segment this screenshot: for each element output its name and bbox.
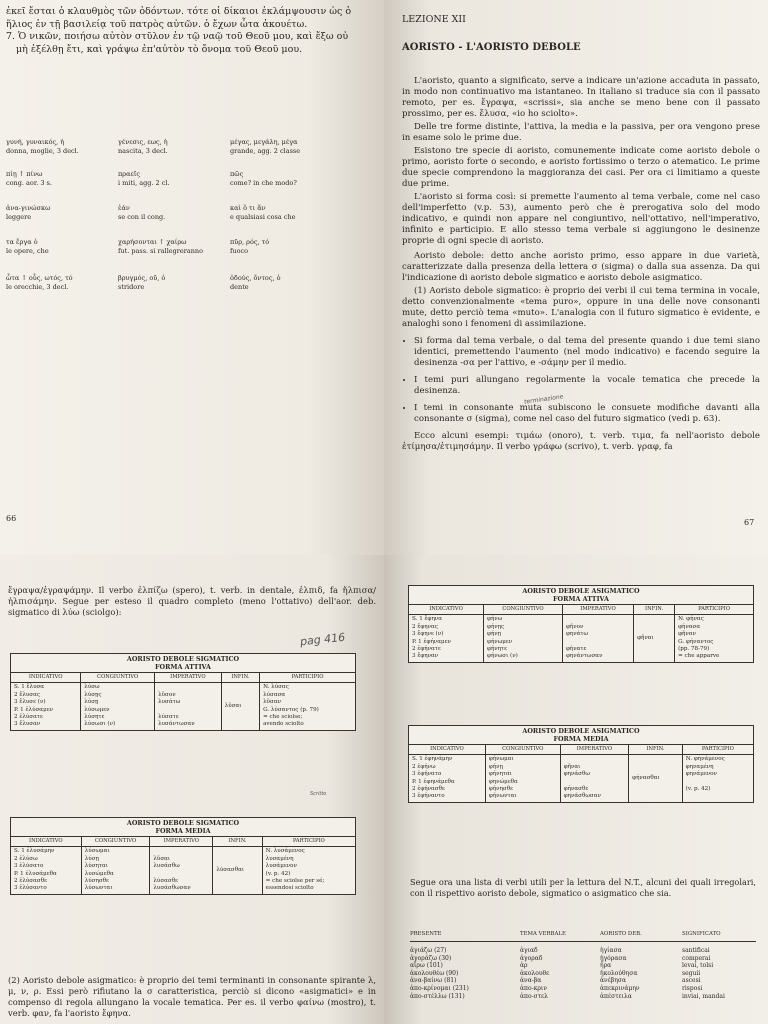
form: 3 ἐφήναντο — [412, 793, 445, 800]
present: ἀκολουθέω (90) — [410, 969, 459, 977]
vocab-item — [118, 238, 228, 255]
infinitive-cell — [634, 615, 675, 662]
bullet-item: • Si forma dal tema verbale, o dal tema del presente quando i due temi siano identici, premettendo l'aumento (nel modo indicativo) e facendo seguire la desinenza -σα per l'attivo, e -σάμην per il medio. — [414, 336, 760, 369]
column-header: PARTICIPIO — [675, 605, 754, 615]
aorist: ἦρα — [600, 962, 612, 970]
column-header: CONGIUNTIVO — [484, 605, 563, 615]
column-header: INDICATIVO — [409, 605, 484, 615]
bullet-item: • I temi in consonante muta subiscono le consuete modifiche davanti alla consonante σ (sigma), come nel caso del futuro sigmatico (vedi p. 63). — [414, 403, 760, 425]
form: 2 ἐφήνατε — [412, 646, 441, 653]
form: φήνηται — [488, 771, 512, 778]
column-header: PARTICIPIO — [262, 837, 355, 847]
form: P. 1 ἐφήναμεν — [412, 638, 451, 645]
form: λῦσαι — [153, 855, 171, 862]
vocab-meaning: i miti, agg. 2 cl. — [118, 178, 170, 187]
participle-cell — [260, 683, 356, 730]
form: λύσατε — [158, 714, 179, 721]
form: essendosi sciolto — [265, 885, 314, 892]
vocab-item — [118, 138, 228, 155]
form: 3 ἔφηναν — [412, 653, 439, 660]
column-header: IMPERATIVO — [155, 673, 222, 683]
column-header: INDICATIVO — [11, 673, 81, 683]
form — [566, 639, 630, 646]
page-66 — [0, 0, 384, 555]
column-header: IMPERATIVO — [150, 837, 213, 847]
form: φήνησθε — [488, 786, 514, 793]
vocab-item — [6, 238, 116, 255]
form — [686, 779, 750, 786]
form: λυσώμεθα — [84, 870, 114, 877]
form: 3 ἔλυσε (ν) — [14, 699, 46, 706]
column-header: PARTICIPIO — [682, 745, 753, 755]
table-caption — [409, 586, 754, 605]
lesson-body — [402, 76, 760, 455]
vocab-greek: χαρήσονται ↑ χαίρω — [118, 238, 187, 246]
vocab-meaning: se con il cong. — [118, 212, 166, 221]
column-header: INFIN. — [221, 673, 259, 683]
vocab-greek: τα ἔργα ὁ — [6, 238, 38, 246]
list-header: AORISTO DEB. — [600, 931, 642, 937]
table-aorist-asigmatic-middle — [408, 725, 754, 803]
form: φηνάσθω — [563, 771, 590, 778]
form: λύσασθε — [153, 878, 179, 885]
form: (v. p. 42) — [685, 786, 711, 793]
vocab-greek: καὶ ὃ τι ἄν — [230, 204, 266, 212]
indicative-cell — [11, 847, 82, 894]
form — [564, 779, 625, 786]
form: 3 ἐλύσατο — [14, 863, 44, 870]
form: = che sciolse per sé; — [265, 878, 325, 885]
form: λύσησθε — [84, 878, 109, 885]
vocab-greek: μέγας, μεγάλη, μέγα — [230, 138, 298, 146]
paragraph: Esistono tre specie di aoristo, comunemente indicate come aoristo debole o primo, aoristo forte o secondo, e aoristo fortissimo o terzo o atematico. Le prime due specie comprendono la maggioranza dei casi. Per ora ci limitiamo a queste due prime. — [402, 146, 760, 189]
vocab-item — [6, 204, 116, 221]
subjunctive-cell — [484, 615, 563, 662]
table-aorist-sigmatic-middle — [10, 817, 356, 895]
form: N. λύσας — [263, 684, 289, 691]
subjunctive-cell — [485, 755, 560, 802]
form: λύσωνται — [84, 885, 113, 892]
meaning: levai, tolsi — [682, 962, 714, 970]
form: λυσάντωσαν — [158, 721, 195, 728]
vocab-meaning: nascita, 3 decl. — [118, 146, 168, 155]
vocab-meaning: grande, agg. 2 classe — [230, 146, 301, 155]
vocab-meaning: leggere — [6, 212, 32, 221]
present: ἀγοράζω (30) — [410, 954, 452, 962]
form: φήνωμαι — [488, 756, 514, 763]
vocab-greek: βρυγμός, οῦ, ὁ — [118, 274, 166, 282]
present: ἀπο-κρίνομαι (231) — [410, 984, 469, 992]
vocab-item — [118, 170, 228, 187]
form: λύσω — [84, 684, 100, 691]
form: λύσητε — [84, 714, 105, 721]
vocab-meaning: stridore — [118, 282, 145, 291]
column-header: INFIN. — [634, 605, 675, 615]
form: = che sciolse; — [263, 714, 303, 721]
form: φήνωμεν — [487, 638, 513, 645]
form: λύσῃς — [84, 691, 102, 698]
infinitive-cell — [629, 755, 683, 802]
form: S. 1 ἐλυσάμην — [14, 848, 55, 855]
present: ἀγιάζω (27) — [410, 947, 447, 954]
column-header: CONGIUNTIVO — [81, 837, 150, 847]
form: λύσωμαι — [84, 848, 110, 855]
vocab-greek: ἀνα-γινώσκω — [6, 204, 51, 212]
aorist: ἠγόρασα — [600, 954, 627, 962]
form — [566, 616, 630, 623]
form: φήνωνται — [488, 793, 517, 800]
vocab-meaning: le orecchie, 3 decl. — [6, 282, 69, 291]
list-item — [410, 962, 756, 970]
page-number: 66 — [6, 514, 17, 523]
meaning: inviai, mandai — [682, 992, 725, 1000]
list-header: SIGNIFICATO — [682, 931, 721, 937]
form: 3 ἐλύσαντο — [14, 885, 47, 892]
imperative-cell — [560, 755, 628, 802]
paragraph: L'aoristo, quanto a significato, serve a indicare un'azione accaduta in passato, in modo non continuativo ma istantaneo. In italiano si traduce sia con il passato remoto, per es. ἔγραψα, «scrissi», sia anche se meno bene con il passato prossimo, per es. ἔλυσα, «io ho sciolto». — [402, 76, 760, 119]
form: φήνατε — [565, 646, 587, 653]
greek-line: ἐκεῖ ἔσται ὁ κλαυθμὸς τῶν ὀδόντων. τότε οἱ δίκαιοι ἐκλάμψουσιν ὡς ὁ — [6, 6, 352, 17]
form — [158, 684, 218, 691]
vocab-greek: ὦτα ↑ οὖς, ωτός, τό — [6, 274, 73, 282]
form: 2 ἐλύσασθε — [14, 878, 47, 885]
participle-cell — [262, 847, 355, 894]
vocab-item — [230, 204, 340, 221]
aorist: ἀνέβησα — [600, 977, 627, 985]
form: 2 ἔφηνας — [412, 623, 438, 630]
present: ἀπο-στέλλω (131) — [410, 992, 465, 1000]
subjunctive-cell — [81, 683, 155, 730]
infinitive-cell — [213, 847, 262, 894]
infinitive-cell — [221, 683, 259, 730]
greek-line: ἥλιος ἐν τῇ βασιλείᾳ τοῦ πατρὸς αὐτῶν. ὁ ἔχων ὦτα ἀκουέτω. — [6, 18, 308, 30]
list-item — [410, 977, 756, 985]
subjunctive-cell — [81, 847, 150, 894]
form: φῆναν — [678, 631, 696, 638]
column-header: PARTICIPIO — [260, 673, 356, 683]
form: φήνασθε — [563, 786, 589, 793]
form: = che apparve — [678, 653, 720, 660]
lesson-label: LEZIONE XII — [402, 14, 466, 25]
vocab-item — [118, 274, 228, 291]
verbal-stem: ἀρ — [520, 962, 528, 970]
intro-text: ἔγραψα/ἐγραψάμην. Il verbo ἐλπίζω (spero), t. verb. in dentale, ἐλπιδ, fa ἤλπισα/ἠλπισάμην. Segue per esteso il quadro completo (meno l'ottativo) dell'aor. deb. sigmatico di λύω (sciolgo): — [8, 585, 376, 617]
form: λύσωσι (ν) — [84, 721, 116, 728]
column-header: INFIN. — [213, 837, 262, 847]
aorist: ἡγίασα — [600, 947, 622, 954]
table-subtitle: FORMA ATTIVA — [155, 663, 211, 671]
form: φήνω — [487, 616, 503, 623]
list-item — [410, 985, 756, 993]
form: (v. p. 42) — [265, 870, 291, 877]
indicative-cell — [11, 683, 81, 730]
handwritten-annotation: terminazione — [523, 393, 564, 406]
vocab-meaning: e qualsiasi cosa che — [230, 212, 296, 221]
meaning: seguii — [682, 969, 701, 977]
imperative-cell — [155, 683, 222, 730]
paragraph: Delle tre forme distinte, l'attiva, la media e la passiva, per ora vengono prese in esame solo le prime due. — [402, 122, 760, 143]
column-header: INFIN. — [629, 745, 683, 755]
list-header-row — [410, 929, 756, 942]
form: P. 1 ἐλύσαμεν — [14, 706, 53, 713]
vocab-meaning: fut. pass. si rallegreranno — [118, 246, 204, 255]
verbal-stem: ἀκολουθε — [520, 969, 550, 977]
present: ἀνα-βαίνω (81) — [410, 977, 457, 985]
paragraph: Aoristo debole: detto anche aoristo primo, esso appare in due varietà, caratterizzate dalla presenza della lettera σ (sigma) o dalla sua assenza. Da qui l'indicazione di aoristo debole sigmatico e aoristo debole asigmatico. — [402, 251, 760, 283]
form: λυσάμενον — [265, 863, 297, 870]
table-subtitle: FORMA ATTIVA — [553, 595, 609, 603]
form: G. φήναντος — [678, 638, 714, 645]
vocab-item — [230, 170, 340, 187]
form: G. λύσαντος (p. 79) — [263, 706, 319, 713]
form — [153, 848, 209, 855]
form: φήνῃς — [487, 623, 505, 630]
verbal-stem: ἀπο-κριν — [520, 984, 547, 992]
form: 2 ἐφήνασθε — [412, 786, 445, 793]
aorist: ἀπεκρινάμην — [600, 984, 640, 992]
vocab-greek: ὀδούς, ὄντος, ὁ — [230, 274, 281, 282]
vocab-item — [118, 204, 228, 221]
paragraph: L'aoristo si forma così: si premette l'aumento al tema verbale, come nel caso dell'imperfetto (v.p. 53), aumento però che è prerogativa solo del modo indicativo, e quindi non appare nel congiuntivo, nell'ottativo, nell'imperativo, infinito e participio. E allo stesso tema verbale si aggiungono le desinenze proprie di ogni specie di aoristo. — [402, 192, 760, 246]
form: (pp. 78-79) — [678, 646, 710, 653]
form: P. 1 ἐλυσάμεθα — [14, 870, 57, 877]
paragraph: Ecco alcuni esempi: τιμάω (onoro), t. verb. τιμα, fa nell'aoristo debole ἐτίμησα/ἐτιμησάμην. Il verbo γράφω (scrivo), t. verb. γραφ, fa — [402, 431, 760, 452]
form: λυσάσθω — [153, 863, 180, 870]
column-header: INDICATIVO — [11, 837, 82, 847]
form: φηνώμεθα — [488, 778, 518, 785]
aorist: ἀπέστειλα — [600, 992, 632, 1000]
vocab-greek: πίῃ ↑ πίνω — [6, 170, 43, 178]
form: λῦσαν — [263, 699, 282, 706]
form: λυσάσθωσαν — [153, 885, 191, 892]
vocab-item — [6, 138, 116, 155]
table-title: AORISTO DEBOLE SIGMATICO — [126, 655, 240, 663]
list-header: TEMA VERBALE — [520, 931, 566, 937]
vocab-item — [6, 170, 116, 187]
indicative-cell — [409, 755, 486, 802]
form: φήνασθαι — [632, 774, 660, 781]
bullet-item: • I temi puri allungano regolarmente la vocale tematica che precede la desinenza. — [414, 375, 760, 397]
form: λύσωμεν — [84, 706, 110, 713]
table-aorist-asigmatic-active — [408, 585, 754, 663]
verbal-stem: ἀγοραδ — [520, 954, 543, 962]
form: N. φήνας — [678, 616, 704, 623]
handwritten-mark: Scritto — [310, 791, 327, 797]
form: 2 ἐλύσατε — [14, 714, 43, 721]
table-title: AORISTO DEBOLE SIGMATICO — [126, 819, 240, 827]
paragraph: (1) Aoristo debole sigmatico: è proprio dei verbi il cui tema termina in vocale, detto convenzionalmente «tema puro», oppure in una delle nove consonanti mute, detto perciò tema «muto». L'analogia con il futuro sigmatico è evidente, e analoghi sono i fenomeni di assimilazione. — [402, 286, 760, 329]
form: S. 1 ἐφηνάμην — [412, 756, 453, 763]
vocab-meaning: cong. aor. 3 s. — [6, 178, 52, 187]
indicative-cell — [409, 615, 484, 662]
form — [158, 707, 218, 714]
form: 2 ἐλύσω — [14, 855, 38, 862]
greek-exercise-text — [6, 6, 376, 56]
greek-line: 7. Ὁ νικῶν, ποιήσω αὐτὸν στῦλον ἐν τῷ ναῷ τοῦ Θεοῦ μου, καὶ ἔξω οὐ — [6, 31, 349, 42]
present: αἴρω (101) — [410, 962, 443, 970]
form: N. λυσάμενος — [265, 848, 305, 855]
vocab-meaning: donna, moglie, 3 decl. — [6, 146, 79, 155]
list-header: PRESENTE — [410, 931, 442, 937]
vocab-meaning: le opere, che — [6, 246, 49, 255]
verbal-stem: ἁγιαδ — [520, 947, 538, 954]
form: λύσασα — [263, 691, 286, 698]
form: λύσῃ — [84, 855, 99, 862]
form: φήνῃ — [487, 631, 502, 638]
column-header: CONGIUNTIVO — [485, 745, 560, 755]
form: φηνάσθωσαν — [563, 793, 601, 800]
form: φήνωσι (ν) — [487, 653, 518, 660]
vocab-item — [230, 238, 340, 255]
footer-text: (2) Aoristo debole asigmatico: è proprio dei temi terminanti in consonante spirante λ, μ, ν, ρ. Essi però rifiutano la σ caratteristica, perciò si dicono «asigmatici» e in compenso di regola allungano la vocale tematica. Per es. il verbo φαίνω (mostro), t. verb. φαν, fa l'aoristo ἔφηνα. — [8, 975, 376, 1018]
form: S. 1 ἔφηνα — [412, 616, 442, 623]
table-subtitle: FORMA MEDIA — [155, 827, 211, 835]
vocab-meaning: come? in che modo? — [230, 178, 297, 187]
form: φήνῃ — [488, 763, 503, 770]
column-header: IMPERATIVO — [562, 605, 633, 615]
verb-list — [410, 947, 756, 1000]
form — [564, 756, 625, 763]
page-number: 67 — [744, 518, 755, 527]
imperative-cell — [562, 615, 633, 662]
page-67 — [384, 0, 768, 555]
list-intro: Segue ora una lista di verbi utili per la lettura del N.T., alcuni dei quali irregolari, con il rispettivo aoristo debole, sigmatico o asigmatico che sia. — [410, 877, 756, 898]
imperative-cell — [150, 847, 213, 894]
form: λύσῃ — [84, 699, 99, 706]
aorist: ἠκολούθησα — [600, 969, 638, 977]
form: N. φηνάμενος — [685, 756, 725, 763]
form: φήνητε — [487, 646, 508, 653]
vocab-item — [6, 274, 116, 291]
greek-line: μὴ ἐξέλθῃ ἔτι, καὶ γράψω ἐπ'αὐτὸν τὸ ὄνομα τοῦ Θεοῦ μου. — [16, 43, 303, 55]
table-title: AORISTO DEBOLE ASIGMATICO — [522, 587, 640, 595]
form: φηνάτω — [565, 631, 589, 638]
vocab-greek: πῶς — [230, 170, 244, 178]
list-item — [410, 970, 756, 978]
form: φηνάμενον — [685, 771, 717, 778]
column-header: INDICATIVO — [409, 745, 486, 755]
form: λύσηται — [84, 863, 108, 870]
form: 3 ἔφηνε (ν) — [412, 631, 444, 638]
table-title: AORISTO DEBOLE ASIGMATICO — [522, 727, 640, 735]
vocab-greek: πραεῖς — [118, 170, 141, 178]
table-caption — [11, 818, 356, 837]
form: 3 ἐφήνατο — [412, 771, 442, 778]
meaning: santificai — [682, 947, 710, 954]
form: 2 ἔλυσας — [14, 691, 41, 698]
form: λυσάτω — [158, 699, 181, 706]
form: 2 ἐφήνω — [412, 763, 436, 770]
form: φῆναι — [563, 763, 581, 770]
participle-cell — [675, 615, 754, 662]
form: φήνασα — [678, 623, 701, 630]
form — [153, 871, 209, 878]
meaning: ascesi — [682, 977, 701, 985]
meaning: comperai — [682, 954, 711, 962]
column-header: CONGIUNTIVO — [81, 673, 155, 683]
page-bottom-right — [384, 555, 768, 1024]
form: λῦσον — [158, 691, 176, 698]
form: φῆνον — [565, 623, 584, 630]
vocab-greek: πῦρ, ρός, τό — [230, 238, 270, 246]
column-header: IMPERATIVO — [560, 745, 628, 755]
vocab-item — [230, 138, 340, 155]
vocab-greek: γυνή, γυναικός, ἡ — [6, 138, 65, 146]
form: λυσαμένη — [265, 855, 294, 862]
vocab-greek: ἐάν — [118, 204, 130, 212]
form: φηναμένη — [685, 763, 714, 770]
form: S. 1 ἔλυσα — [14, 684, 45, 691]
table-caption — [11, 654, 356, 673]
form: λῦσαι — [224, 702, 242, 709]
form: φῆναι — [637, 634, 654, 641]
lesson-title: AORISTO - L'AORISTO DEBOLE — [402, 42, 581, 53]
vocab-greek: γένεσις, εως, ἡ — [118, 138, 168, 146]
form: 3 ἔλυσαν — [14, 721, 41, 728]
handwritten-note: pag 416 — [299, 630, 346, 649]
bullet-list — [402, 336, 760, 425]
table-caption — [409, 726, 754, 745]
vocab-meaning: fuoco — [230, 246, 249, 255]
form: avendo sciolto — [263, 721, 304, 728]
verbal-stem: ἀνα-βα — [520, 977, 542, 985]
form: λύσασθαι — [216, 866, 245, 873]
table-subtitle: FORMA MEDIA — [553, 735, 609, 743]
table-aorist-sigmatic-active — [10, 653, 356, 731]
form: P. 1 ἐφηνάμεθα — [412, 778, 455, 785]
list-item — [410, 955, 756, 963]
participle-cell — [682, 755, 753, 802]
list-item — [410, 947, 756, 955]
verbal-stem: ἀπο-στελ — [520, 992, 548, 1000]
vocab-meaning: dente — [230, 282, 249, 291]
meaning: risposi — [682, 984, 703, 992]
list-item — [410, 993, 756, 1001]
vocab-item — [230, 274, 340, 291]
form: φηνάντωσαν — [565, 653, 603, 660]
page-bottom-left — [0, 555, 384, 1024]
